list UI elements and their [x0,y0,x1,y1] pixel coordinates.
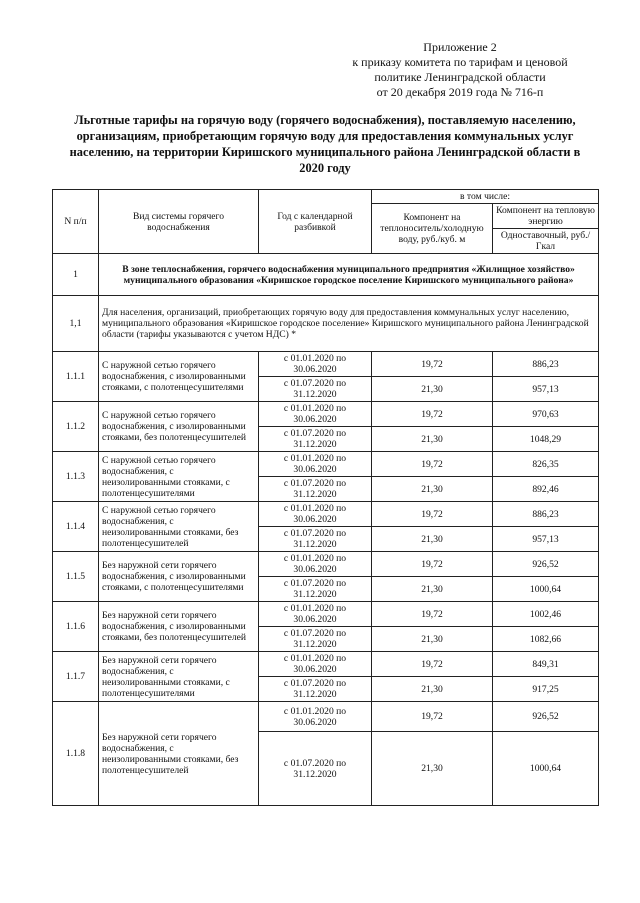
row-energy-value: 957,13 [493,377,599,402]
row-num: 1.1.5 [53,552,99,602]
row-carrier-value: 19,72 [372,552,493,577]
zone-section [53,254,599,352]
row-period: с 01.01.2020 по 30.06.2020 [259,352,372,377]
row-energy-value: 926,52 [493,552,599,577]
tariff-rows [53,352,599,806]
table-header [53,190,599,254]
row-period: с 01.07.2020 по 31.12.2020 [259,427,372,452]
row-num: 1.1.4 [53,502,99,552]
row-carrier-value: 21,30 [372,377,493,402]
row-carrier-value: 19,72 [372,452,493,477]
row-period: с 01.01.2020 по 30.06.2020 [259,452,372,477]
table-row [53,352,599,377]
row-carrier-value: 19,72 [372,602,493,627]
row-energy-value: 1082,66 [493,627,599,652]
appendix-block [330,40,590,100]
table-row [53,602,599,627]
row-period: с 01.01.2020 по 30.06.2020 [259,702,372,732]
row-period: с 01.07.2020 по 31.12.2020 [259,377,372,402]
row-energy-value: 957,13 [493,527,599,552]
row-period: с 01.07.2020 по 31.12.2020 [259,732,372,806]
row-period: с 01.01.2020 по 30.06.2020 [259,402,372,427]
header-single-rate: Одноставочный, руб./Гкал [493,229,599,254]
row-description: С наружной сетью горячего водоснабжения, с неизолированными стояками, с полотенцесушителями [99,452,259,502]
subsection-num: 1,1 [53,296,99,352]
zone-text: В зоне теплоснабжения, горячего водоснабжения муниципального предприятия «Жилищное хозяйство» муниципального образования «Киришское городское поселение Киришского муниципального района» [99,254,599,296]
title-line: 2020 году [299,161,351,175]
header-period: Год с календарной разбивкой [259,190,372,254]
row-num: 1.1.3 [53,452,99,502]
row-carrier-value: 21,30 [372,677,493,702]
table-row [53,552,599,577]
appendix-line: от 20 декабря 2019 года № 716-п [376,85,544,99]
row-carrier-value: 19,72 [372,502,493,527]
row-energy-value: 1000,64 [493,732,599,806]
row-energy-value: 917,25 [493,677,599,702]
row-carrier-value: 19,72 [372,702,493,732]
row-period: с 01.07.2020 по 31.12.2020 [259,477,372,502]
appendix-line: Приложение 2 [423,40,497,54]
header-system: Вид системы горячего водоснабжения [99,190,259,254]
title-line: организациям, приобретающим горячую воду для предоставления коммунальных услуг [76,129,574,143]
row-energy-value: 1000,64 [493,577,599,602]
row-num: 1.1.1 [53,352,99,402]
table-row [53,652,599,677]
row-energy-value: 886,23 [493,352,599,377]
row-period: с 01.01.2020 по 30.06.2020 [259,552,372,577]
row-carrier-value: 21,30 [372,527,493,552]
row-carrier-value: 21,30 [372,577,493,602]
tariffs-table [52,189,599,806]
table-row [53,402,599,427]
table-row [53,502,599,527]
appendix-line: к приказу комитета по тарифам и ценовой [352,55,568,69]
row-num: 1.1.6 [53,602,99,652]
row-energy-value: 826,35 [493,452,599,477]
row-description: Без наружной сети горячего водоснабжения, с изолированными стояками, без полотенцесушителей [99,602,259,652]
row-carrier-value: 19,72 [372,652,493,677]
row-energy-value: 926,52 [493,702,599,732]
row-energy-value: 970,63 [493,402,599,427]
header-energy: Компонент на тепловую энергию [493,204,599,229]
subsection-text: Для населения, организаций, приобретающих горячую воду для предоставления коммунальных услуг населению, муниципального образования «Киришское городское поселение» Киришского муниципального района Ленинградской области (тарифы указываются с учетом НДС) * [99,296,599,352]
row-period: с 01.01.2020 по 30.06.2020 [259,602,372,627]
row-description: Без наружной сети горячего водоснабжения, с изолированными стояками, с полотенцесушителями [99,552,259,602]
row-description: Без наружной сети горячего водоснабжения, с неизолированными стояками, с полотенцесушителями [99,652,259,702]
row-energy-value: 1048,29 [493,427,599,452]
row-carrier-value: 21,30 [372,427,493,452]
row-description: Без наружной сети горячего водоснабжения, с неизолированными стояками, без полотенцесушителей [99,702,259,806]
row-num: 1.1.8 [53,702,99,806]
title-line: населению, на территории Киришского муниципального района Ленинградской области в [69,145,581,159]
row-energy-value: 886,23 [493,502,599,527]
header-including: в том числе: [372,190,599,204]
row-period: с 01.07.2020 по 31.12.2020 [259,577,372,602]
row-num: 1.1.7 [53,652,99,702]
row-energy-value: 892,46 [493,477,599,502]
row-description: С наружной сетью горячего водоснабжения, с изолированными стояками, с полотенцесушителями [99,352,259,402]
row-energy-value: 1002,46 [493,602,599,627]
row-carrier-value: 21,30 [372,477,493,502]
title-line: Льготные тарифы на горячую воду (горячего водоснабжения), поставляемую населению, [74,113,576,127]
table-row [53,702,599,732]
header-num: N п/п [53,190,99,254]
document-title [45,112,605,176]
appendix-line: политике Ленинградской области [374,70,546,84]
row-period: с 01.07.2020 по 31.12.2020 [259,677,372,702]
header-carrier: Компонент на теплоноситель/холодную воду, руб./куб. м [372,204,493,254]
row-period: с 01.07.2020 по 31.12.2020 [259,527,372,552]
row-period: с 01.01.2020 по 30.06.2020 [259,502,372,527]
row-description: С наружной сетью горячего водоснабжения, с неизолированными стояками, без полотенцесушителей [99,502,259,552]
row-period: с 01.07.2020 по 31.12.2020 [259,627,372,652]
zone-num: 1 [53,254,99,296]
table-row [53,452,599,477]
row-period: с 01.01.2020 по 30.06.2020 [259,652,372,677]
row-carrier-value: 19,72 [372,402,493,427]
row-carrier-value: 19,72 [372,352,493,377]
row-carrier-value: 21,30 [372,627,493,652]
row-carrier-value: 21,30 [372,732,493,806]
row-description: С наружной сетью горячего водоснабжения, с изолированными стояками, без полотенцесушителей [99,402,259,452]
row-energy-value: 849,31 [493,652,599,677]
row-num: 1.1.2 [53,402,99,452]
